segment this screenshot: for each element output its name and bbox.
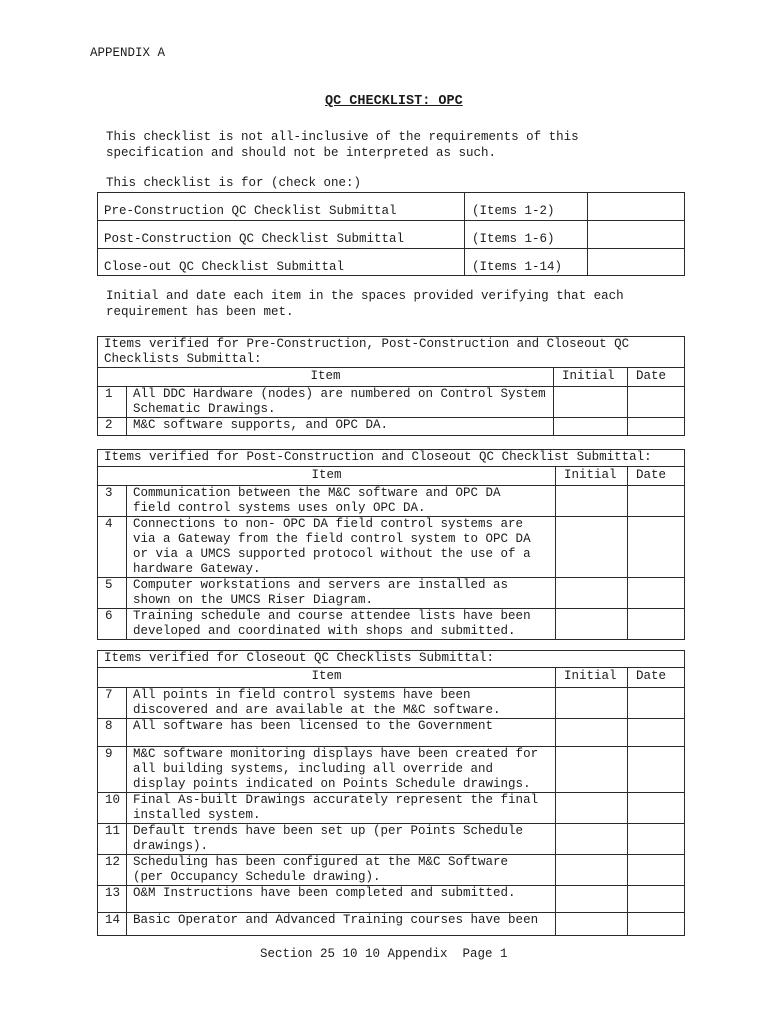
submittal-option-row bbox=[98, 221, 685, 249]
initial-column-header: Initial bbox=[554, 368, 628, 387]
item-number: 11 bbox=[98, 824, 127, 855]
checklist-table-pre-post-closeout bbox=[97, 336, 685, 436]
item-text: All software has been licensed to the Government bbox=[127, 719, 556, 747]
date-cell bbox=[628, 688, 685, 719]
initial-cell bbox=[556, 609, 628, 640]
check-cell bbox=[588, 249, 685, 276]
item-number: 3 bbox=[98, 486, 127, 517]
item-number: 2 bbox=[98, 418, 127, 436]
section-heading-row bbox=[98, 651, 685, 668]
checklist-row bbox=[98, 609, 685, 640]
item-number: 14 bbox=[98, 913, 127, 936]
section-heading-row bbox=[98, 450, 685, 467]
item-number: 12 bbox=[98, 855, 127, 886]
column-header-row bbox=[98, 368, 685, 387]
date-cell bbox=[628, 793, 685, 824]
initial-cell bbox=[554, 418, 628, 436]
intro-paragraph: This checklist is not all-inclusive of the requirements of this specification and should not be interpreted as such. bbox=[106, 130, 579, 160]
item-text: Communication between the M&C software and OPC DA field control systems uses only OPC DA. bbox=[127, 486, 556, 517]
checklist-row bbox=[98, 486, 685, 517]
initial-cell bbox=[556, 517, 628, 578]
item-number: 10 bbox=[98, 793, 127, 824]
item-number: 6 bbox=[98, 609, 127, 640]
item-number: 7 bbox=[98, 688, 127, 719]
checklist-row bbox=[98, 688, 685, 719]
date-cell bbox=[628, 486, 685, 517]
checklist-table-closeout bbox=[97, 650, 685, 936]
submittal-label: Post-Construction QC Checklist Submittal bbox=[98, 221, 465, 249]
item-number: 8 bbox=[98, 719, 127, 747]
submittal-type-table bbox=[97, 192, 685, 276]
checklist-row bbox=[98, 517, 685, 578]
initial-cell bbox=[556, 886, 628, 913]
initial-cell bbox=[556, 688, 628, 719]
check-cell bbox=[588, 221, 685, 249]
date-column-header: Date bbox=[628, 467, 685, 486]
check-prompt: This checklist is for (check one:) bbox=[106, 176, 362, 190]
section-heading-row bbox=[98, 337, 685, 368]
checklist-row bbox=[98, 418, 685, 436]
date-cell bbox=[628, 913, 685, 936]
initial-cell bbox=[554, 387, 628, 418]
item-text: Scheduling has been configured at the M&C Software (per Occupancy Schedule drawing). bbox=[127, 855, 556, 886]
date-cell bbox=[628, 886, 685, 913]
appendix-label: APPENDIX A bbox=[90, 46, 166, 60]
initial-cell bbox=[556, 719, 628, 747]
initial-cell bbox=[556, 486, 628, 517]
date-column-header: Date bbox=[628, 668, 685, 688]
submittal-label: Close-out QC Checklist Submittal bbox=[98, 249, 465, 276]
checklist-row bbox=[98, 913, 685, 936]
date-column-header: Date bbox=[628, 368, 685, 387]
instructions-paragraph: Initial and date each item in the spaces provided verifying that each requirement has been met. bbox=[106, 289, 624, 319]
column-header-row bbox=[98, 668, 685, 688]
page-title: QC CHECKLIST: OPC bbox=[325, 94, 463, 109]
initial-column-header: Initial bbox=[556, 668, 628, 688]
item-number: 5 bbox=[98, 578, 127, 609]
date-cell bbox=[628, 747, 685, 793]
initial-cell bbox=[556, 747, 628, 793]
initial-cell bbox=[556, 793, 628, 824]
submittal-label: Pre-Construction QC Checklist Submittal bbox=[98, 193, 465, 221]
item-column-header: Item bbox=[98, 467, 556, 486]
item-text: All DDC Hardware (nodes) are numbered on Control System Schematic Drawings. bbox=[127, 387, 554, 418]
item-range: (Items 1-2) bbox=[465, 193, 588, 221]
checklist-row bbox=[98, 855, 685, 886]
item-text: Training schedule and course attendee lists have been developed and coordinated with shops and submitted. bbox=[127, 609, 556, 640]
date-cell bbox=[628, 387, 685, 418]
item-text: M&C software monitoring displays have been created for all building systems, including all override and display points indicated on Points Schedule drawings. bbox=[127, 747, 556, 793]
checklist-row bbox=[98, 824, 685, 855]
item-text: Basic Operator and Advanced Training courses have been bbox=[127, 913, 556, 936]
date-cell bbox=[628, 719, 685, 747]
submittal-option-row bbox=[98, 193, 685, 221]
item-text: M&C software supports, and OPC DA. bbox=[127, 418, 554, 436]
item-range: (Items 1-14) bbox=[465, 249, 588, 276]
item-text: Computer workstations and servers are installed as shown on the UMCS Riser Diagram. bbox=[127, 578, 556, 609]
item-number: 1 bbox=[98, 387, 127, 418]
initial-column-header: Initial bbox=[556, 467, 628, 486]
item-text: Connections to non- OPC DA field control systems are via a Gateway from the field control system to OPC DA or via a UMCS supported protocol without the use of a hardware Gateway. bbox=[127, 517, 556, 578]
item-column-header: Item bbox=[98, 668, 556, 688]
item-number: 13 bbox=[98, 886, 127, 913]
item-number: 9 bbox=[98, 747, 127, 793]
item-text: All points in field control systems have been discovered and are available at the M&C software. bbox=[127, 688, 556, 719]
item-text: Final As-built Drawings accurately represent the final installed system. bbox=[127, 793, 556, 824]
item-text: Default trends have been set up (per Points Schedule drawings). bbox=[127, 824, 556, 855]
checklist-row bbox=[98, 886, 685, 913]
initial-cell bbox=[556, 855, 628, 886]
date-cell bbox=[628, 855, 685, 886]
section-heading: Items verified for Pre-Construction, Post-Construction and Closeout QC Checklists Submittal: bbox=[98, 337, 685, 368]
date-cell bbox=[628, 418, 685, 436]
page-footer: Section 25 10 10 Appendix Page 1 bbox=[260, 947, 508, 961]
initial-cell bbox=[556, 913, 628, 936]
date-cell bbox=[628, 517, 685, 578]
item-range: (Items 1-6) bbox=[465, 221, 588, 249]
submittal-option-row bbox=[98, 249, 685, 276]
initial-cell bbox=[556, 824, 628, 855]
checklist-row bbox=[98, 719, 685, 747]
checklist-row bbox=[98, 578, 685, 609]
checklist-row bbox=[98, 387, 685, 418]
checklist-row bbox=[98, 747, 685, 793]
item-column-header: Item bbox=[98, 368, 554, 387]
section-heading: Items verified for Closeout QC Checklists Submittal: bbox=[98, 651, 685, 668]
column-header-row bbox=[98, 467, 685, 486]
date-cell bbox=[628, 824, 685, 855]
section-heading: Items verified for Post-Construction and Closeout QC Checklist Submittal: bbox=[98, 450, 685, 467]
item-text: O&M Instructions have been completed and submitted. bbox=[127, 886, 556, 913]
check-cell bbox=[588, 193, 685, 221]
date-cell bbox=[628, 578, 685, 609]
date-cell bbox=[628, 609, 685, 640]
initial-cell bbox=[556, 578, 628, 609]
checklist-table-post-closeout bbox=[97, 449, 685, 640]
checklist-row bbox=[98, 793, 685, 824]
item-number: 4 bbox=[98, 517, 127, 578]
